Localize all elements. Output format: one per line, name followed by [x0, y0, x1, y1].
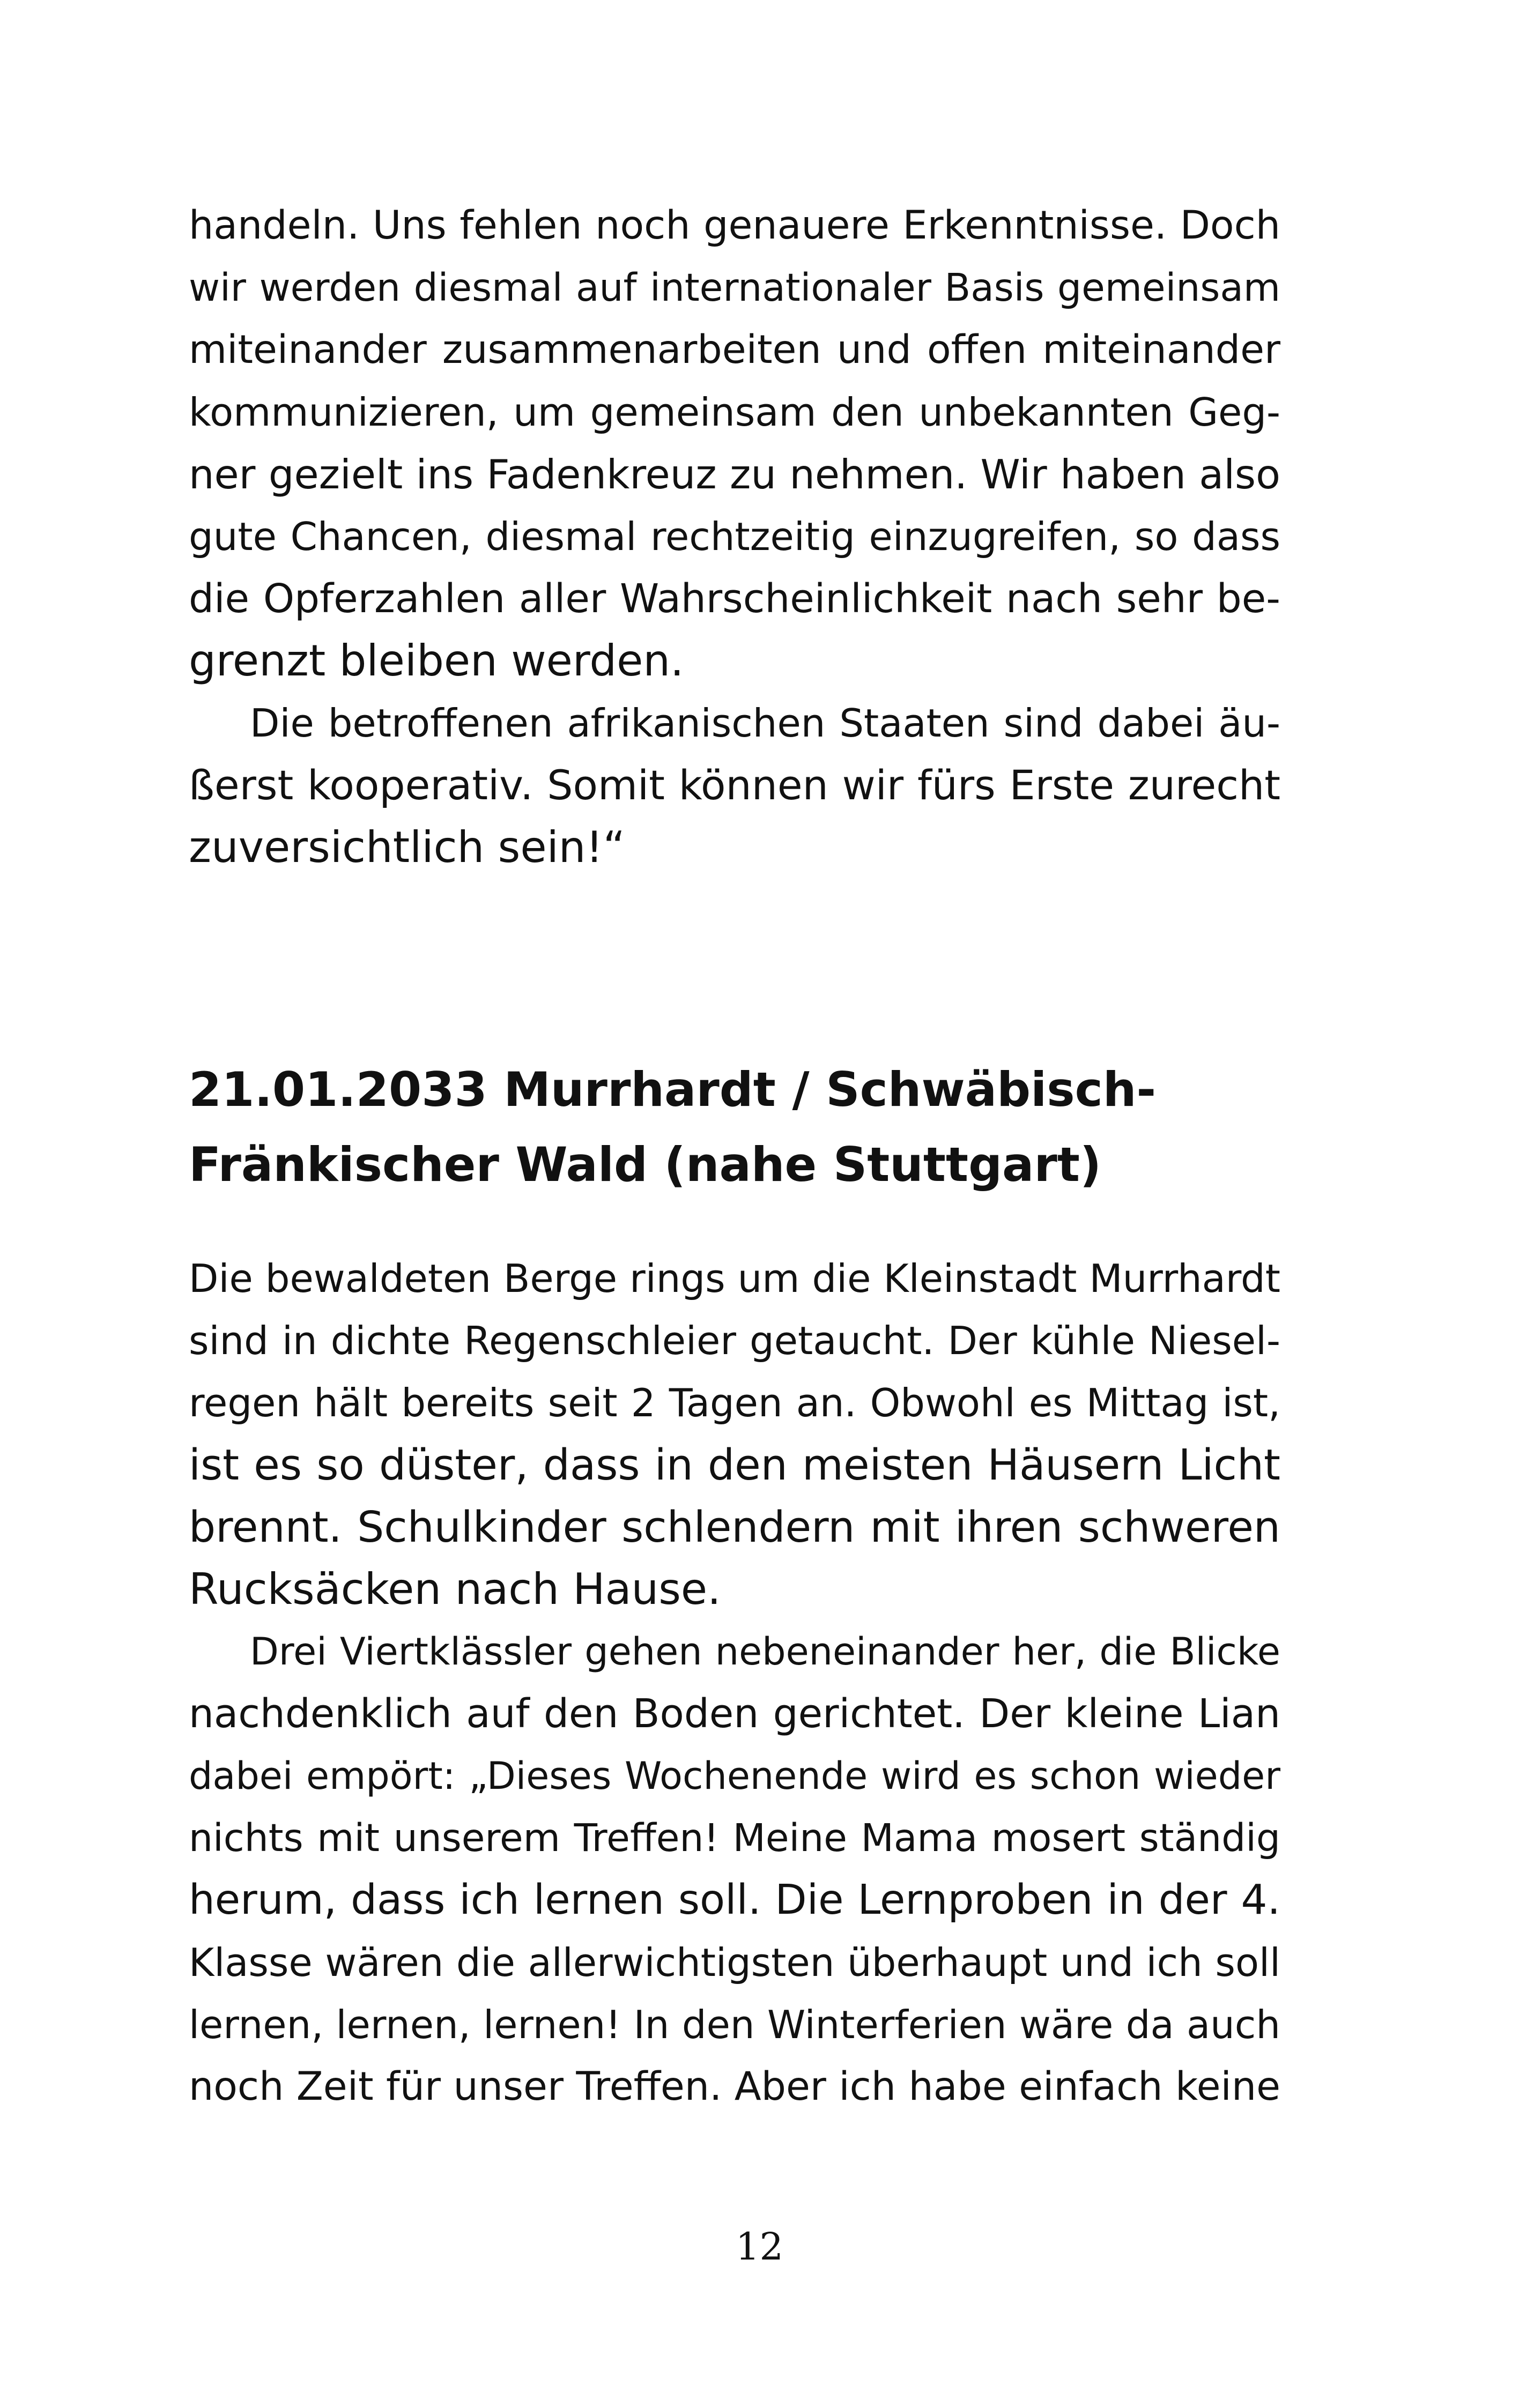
heading-line: Fränkischer Wald (nahe Stuttgart)	[189, 1137, 1102, 1192]
text-line: ner gezielt ins Fadenkreuz zu nehmen. Wir haben also	[189, 451, 1280, 498]
text-line: kommunizieren, um gemeinsam den unbekannten Geg-	[189, 390, 1280, 435]
text-line: lernen, lernen, lernen! In den Winterferien wäre da auch	[189, 2002, 1280, 2047]
text-line: nachdenklich auf den Boden gerichtet. Der kleine Lian	[189, 1691, 1280, 1737]
paragraph	[189, 195, 1280, 692]
text-line: Drei Viertklässler gehen nebeneinander her, die Blicke	[250, 1630, 1280, 1674]
text-line: gute Chancen, diesmal rechtzeitig einzugreifen, so dass	[189, 514, 1280, 559]
paragraph	[189, 692, 1280, 879]
text-line: noch Zeit für unser Treffen. Aber ich habe einfach keine	[189, 2064, 1280, 2109]
text-line: zuversichtlich sein!“	[189, 822, 626, 872]
text-line: grenzt bleiben werden.	[189, 636, 684, 686]
text-line: miteinander zusammenarbeiten und offen miteinander	[189, 327, 1280, 373]
page-number: 12	[735, 2225, 784, 2269]
text-line: herum, dass ich lernen soll. Die Lernproben in der 4.	[189, 1876, 1280, 1924]
text-line: Die betroffenen afrikanischen Staaten sind dabei äu-	[250, 701, 1280, 746]
text-line: handeln. Uns fehlen noch genauere Erkenntnisse. Doch	[189, 203, 1280, 248]
text-block-story	[189, 1247, 1280, 2118]
text-line: nichts mit unserem Treffen! Meine Mama mosert ständig	[189, 1816, 1280, 1860]
text-line: ßerst kooperativ. Somit können wir fürs Erste zurecht	[189, 761, 1280, 809]
text-line: sind in dichte Regenschleier getaucht. Der kühle Niesel-	[189, 1318, 1280, 1363]
paragraph	[189, 1621, 1280, 2118]
text-block-top	[189, 195, 1280, 879]
text-line: regen hält bereits seit 2 Tagen an. Obwohl es Mittag ist,	[189, 1380, 1280, 1425]
heading-line: 21.01.2033 Murrhardt / Schwäbisch-	[189, 1062, 1156, 1117]
text-line: Klasse wären die allerwichtigsten überhaupt und ich soll	[189, 1940, 1280, 1985]
text-line: wir werden diesmal auf internationaler Basis gemeinsam	[189, 265, 1280, 310]
paragraph	[189, 1247, 1280, 1621]
text-line: Rucksäcken nach Hause.	[189, 1564, 721, 1614]
text-line: brennt. Schulkinder schlendern mit ihren schweren	[189, 1503, 1280, 1552]
text-line: Die bewaldeten Berge rings um die Kleinstadt Murrhardt	[189, 1256, 1280, 1301]
text-line: die Opferzahlen aller Wahrscheinlichkeit nach sehr be-	[189, 576, 1280, 622]
text-line: dabei empört: „Dieses Wochenende wird es schon wieder	[189, 1754, 1280, 1798]
section-heading	[189, 1052, 1280, 1202]
text-line: ist es so düster, dass in den meisten Häusern Licht	[189, 1440, 1280, 1490]
